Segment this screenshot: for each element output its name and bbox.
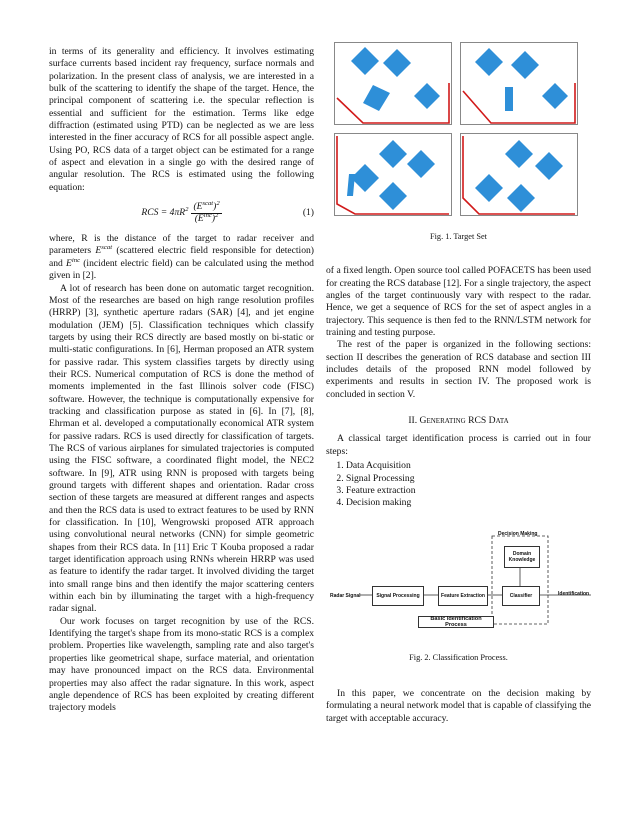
diamond-shape — [351, 164, 379, 192]
right-column — [326, 46, 591, 725]
paragraph-equation-where: where, R is the distance of the target to radar receiver and parameters $E^{scat}$ (scattered electric field responsible for detection) and $E^{inc}$ (incident electric field) can be calculated using the method given in [2]. — [49, 233, 315, 282]
equation-number: (1) — [302, 206, 314, 218]
diamond-shape — [505, 140, 533, 168]
figure-1-caption: Fig. 1. Target Set — [430, 232, 487, 241]
paragraph-our-work: Our work focuses on target recognition by use of the RCS. Identifying the target's shape from its mono-static RCS is a complex problem. Properties like wavelength, sampling rate and also target's properties like geometrical shape, surface material, and orientation may have pronounced impact on the RCS data. Environmental properties may also affect the radar signature. In this work, aspect angle dependence of RCS has been exploited by creating different trajectory models — [49, 615, 314, 714]
paragraph-po-method: in terms of its generality and efficiency. It involves estimating surface currents based incident ray frequency, surface normals and polarization. In the present class of analysis, we are interested in a bulk of the scattering to identify the shape of the target. Hence, the principal component of scattering i.e. the specular reflection is essential and sufficient for the estimation. Terms like edge diffraction (estimated using PTD) can be neglected as we are less interested in the finer accuracy of RCS for all possible aspect angle. Using PO, RCS data of a target object can be estimated for a range of aspect and elevation in a single go with the desired range of angular resolution. The RCS is estimated using the following equation: — [49, 46, 314, 193]
step-item: 3. Feature extraction — [346, 485, 591, 497]
step-item: 2. Signal Processing — [346, 473, 591, 485]
diamond-shape — [414, 83, 440, 109]
diamond-shape — [507, 184, 535, 212]
diamond-shape — [379, 182, 407, 210]
step-item: 1. Data Acquisition — [346, 460, 591, 472]
equation-numerator: $(E^{scat})^2$ — [193, 199, 220, 212]
equation-fraction — [191, 199, 221, 225]
decision-making-label: Decision Making — [498, 530, 538, 537]
diamond-shape — [379, 140, 407, 168]
diamond-shape — [535, 152, 563, 180]
identification-label: Identification — [558, 590, 590, 597]
diamond-shape — [475, 174, 503, 202]
paragraph-decision-making: In this paper, we concentrate on the decision making by formulating a neural network model that is capable of classifying the target with acceptable accuracy. — [326, 687, 591, 724]
domain-knowledge-box: Domain Knowledge — [504, 546, 540, 568]
figure-target-set — [326, 36, 591, 231]
paragraph-four-steps: A classical target identification process is carried out in four steps: — [326, 433, 591, 457]
section-heading: II. Generating RCS Data — [408, 415, 509, 427]
equation-denominator: $(E^{inc})^2$ — [194, 211, 219, 224]
diamond-shape — [511, 51, 539, 79]
diamond-shape — [347, 174, 355, 196]
figure-classification-process — [326, 522, 591, 652]
rcs-equation — [49, 196, 314, 230]
diamond-shape — [351, 47, 379, 75]
paragraph-pofacets: of a fixed length. Open source tool called POFACETS has been used for creating the RCS database [12]. For a single trajectory, the aspect angles of the target continuously vary with respect to the radar. Hence, we get a sequence of RCS for the set of aspect angles in a trajectory. This sequence is then fed to the RNN/LSTM network for training and testing purpose. — [326, 265, 591, 339]
target-panel-2 — [460, 42, 578, 125]
diamond-shape — [363, 85, 390, 111]
left-column — [49, 46, 314, 715]
signal-processing-box: Signal Processing — [372, 586, 424, 606]
diamond-shape — [542, 83, 568, 109]
target-panel-3 — [334, 133, 452, 216]
paragraph-related-work: A lot of research has been done on automatic target recognition. Most of the researches are based on high range resolution profiles (HRRP) [3], synthetic aperture radars (SAR) [4], and jet engine modulation (JEM) [5]. Classification techniques which classify targets by using their RCS directly are based mostly on bi-static or multi-static configurations. In [6], Herman proposed an ATR system for passive radar. This system classifies targets by directly using their RCS. Numerical computation of RCS is done the method of moments implemented in the fast Illinois solver code (FISC) software. However, the technique is computationally expensive for tracking and classification purpose as stated in [6]. In [7], [8], Ehrman et al. developed a computationally economical ATR system for passive radars. RCS is used directly for classification of targets. The RCS of various airplanes for simulated trajectories is computed using the FISC software, a coordinated flight model, the NEC2 software. In [9], ATR using RNN is proposed with targets being ground targets with different shapes and orientation. Radar cross section of these targets are measured at different ranges and aspects and then the RCS data is used to extract features to be used by RNN for classification. In [10], Wengrowski proposed ATR approach using convolutional neural networks (CNN) for simple geometric shapes from their RCS data. In [11] Eric T Kouba proposed a radar target identification approach using RNNs wherein HRRP was used as feature to identify the radar target. It involved dividing the target into small range bins and then identify the major scattering centers within each bin by illuminating the target with a high-frequency radar signal. — [49, 282, 314, 615]
step-item: 4. Decision making — [346, 497, 591, 509]
figure-2-caption: Fig. 2. Classification Process. — [409, 652, 508, 662]
equation-lhs: RCS = $4\pi R^2$ — [141, 205, 189, 218]
steps-list — [326, 460, 591, 509]
diamond-shape — [505, 87, 513, 111]
paragraph-organization: The rest of the paper is organized in the following sections: section II describes the generation of RCS database and section III includes details of the proposed RNN model followed by experiments and results in section IV. The proposed work is concluded in section V. — [326, 339, 591, 400]
diamond-shape — [407, 150, 435, 178]
basic-identification-process-box: Basic Identification Process — [418, 616, 494, 628]
diamond-shape — [475, 48, 503, 76]
feature-extraction-box: Feature Extraction — [438, 586, 488, 606]
classifier-box: Classifier — [502, 586, 540, 606]
target-panel-4 — [460, 133, 578, 216]
target-panel-1 — [334, 42, 452, 125]
radar-signal-label: Radar Signal — [330, 592, 361, 599]
diamond-shape — [383, 49, 411, 77]
